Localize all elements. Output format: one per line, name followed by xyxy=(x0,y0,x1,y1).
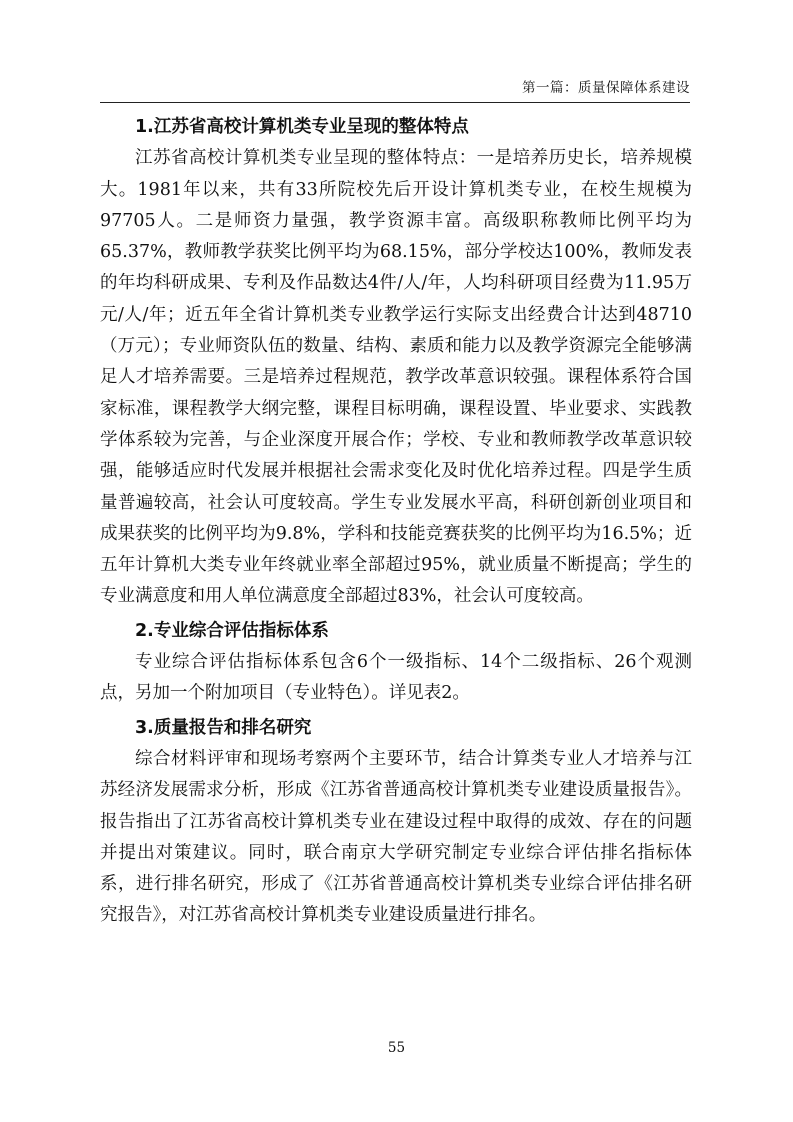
page-number: 55 xyxy=(387,1040,406,1056)
section-body-3: 综合材料评审和现场考察两个主要环节，结合计算类专业人才培养与江苏经济发展需求分析，形成《江苏省普通高校计算机类专业建设质量报告》。报告指出了江苏省高校计算机类专业在建设过程中取得的成效、存在的问题并提出对策建议。同时，联合南京大学研究制定专业综合评估排名指标体系，进行排名研究，形成了《江苏省普通高校计算机类专业综合评估排名研究报告》，对江苏省高校计算机类专业建设质量进行排名。 xyxy=(100,748,692,926)
section-body-1: 江苏省高校计算机类专业呈现的整体特点：一是培养历史长，培养规模大。1981年以来，共有33所院校先后开设计算机类专业，在校生规模为97705人。二是师资力量强，教学资源丰富。高级职称教师比例平均为65.37%，教师教学获奖比例平均为68.15%，部分学校达100%，教师发表的年均科研成果、专利及作品数达4件/人/年，人均科研项目经费为11.95万元/人/年；近五年全省计算机类专业教学运行实际支出经费合计达到48710（万元）；专业师资队伍的数量、结构、素质和能力以及教学资源完全能够满足人才培养需要。三是培养过程规范，教学改革意识较强。课程体系符合国家标准，课程教学大纲完整，课程目标明确，课程设置、毕业要求、实践教学体系较为完善，与企业深度开展合作；学校、专业和教师教学改革意识较强，能够适应时代发展并根据社会需求变化及时优化培养过程。四是学生质量普遍较高，社会认可度较高。学生专业发展水平高，科研创新创业项目和成果获奖的比例平均为9.8%，学科和技能竞赛获奖的比例平均为16.5%；近五年计算机大类专业年终就业率全部超过95%，就业质量不断提高；学生的专业满意度和用人单位满意度全部超过83%，社会认可度较高。 xyxy=(100,148,692,607)
section-heading-3: 3.质量报告和排名研究 xyxy=(135,717,312,738)
running-header xyxy=(100,76,690,103)
section-body-2: 专业综合评估指标体系包含6个一级指标、14个二级指标、26个观测点，另加一个附加项目（专业特色）。详见表2。 xyxy=(100,652,692,704)
section-heading-2: 2.专业综合评估指标体系 xyxy=(135,620,329,641)
section-heading-1: 1.江苏省高校计算机类专业呈现的整体特点 xyxy=(135,117,469,137)
header-title: 第一篇：质量保障体系建设 xyxy=(522,80,690,96)
page-content xyxy=(100,112,692,932)
